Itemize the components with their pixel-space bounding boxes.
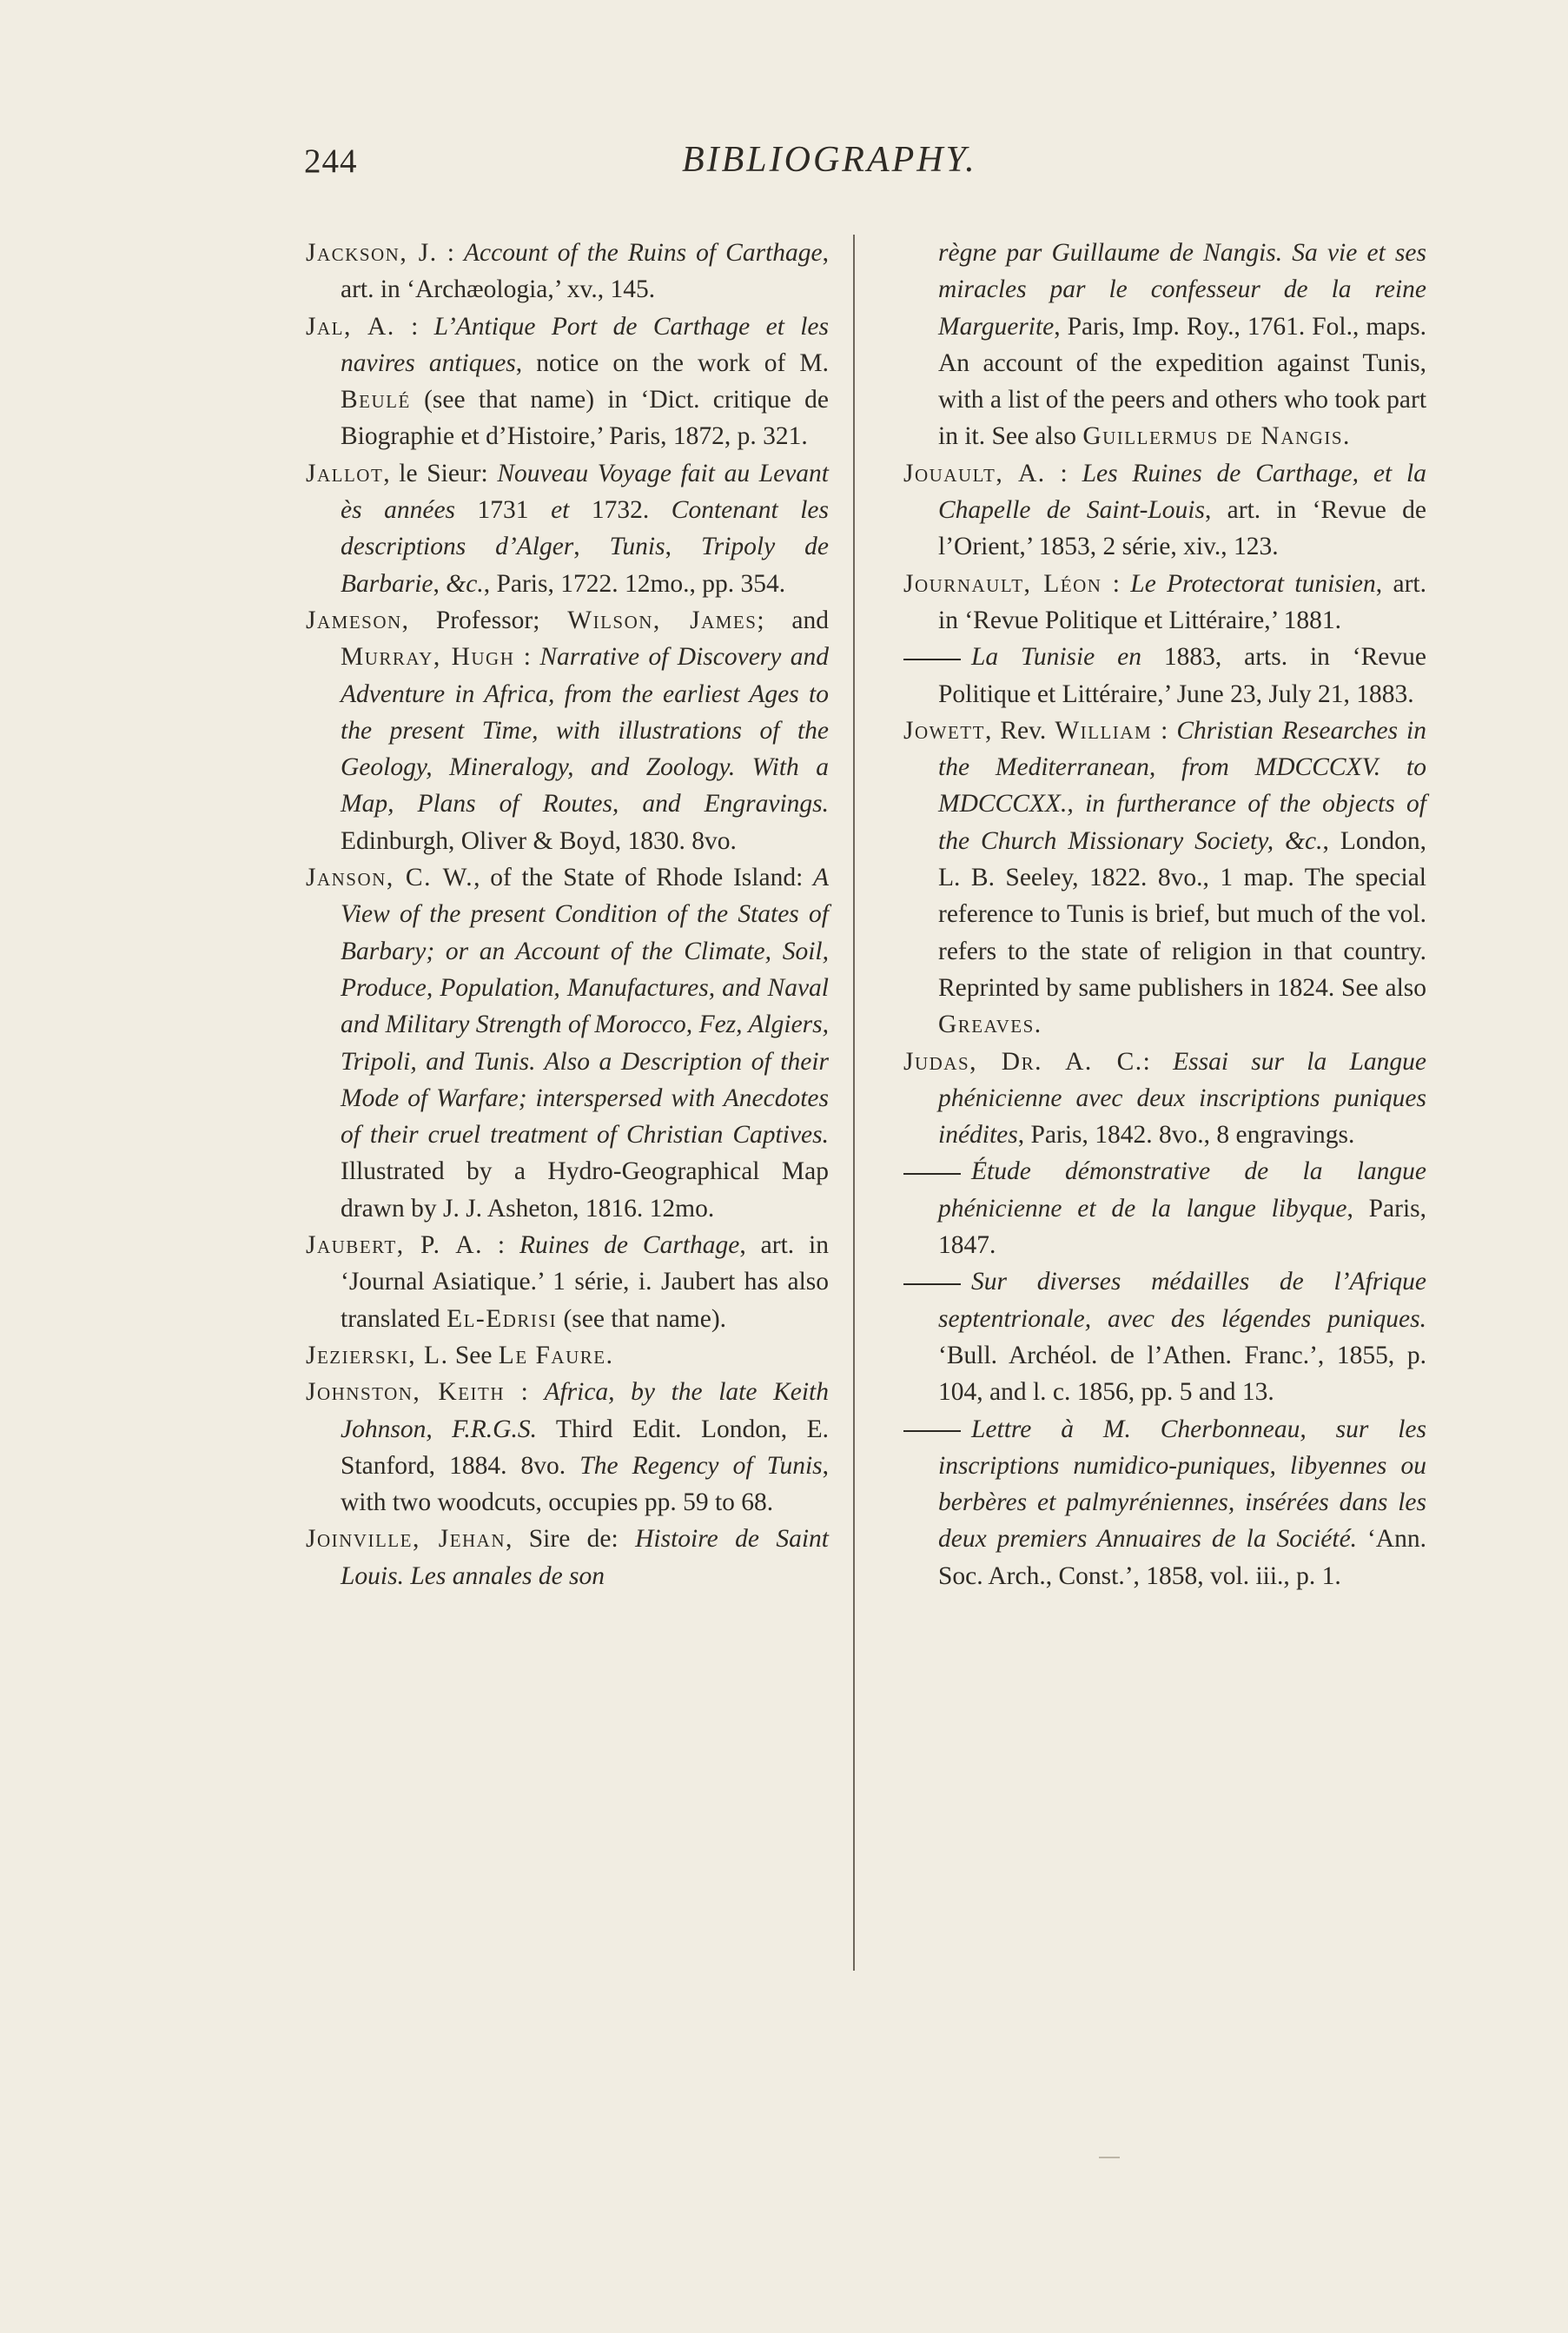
entry-text: . (1343, 422, 1350, 451)
work-title: The Regency of Tunis (579, 1451, 823, 1480)
entry-text: , Paris, 1847. (938, 1194, 1427, 1260)
entry-text: (see that name). (557, 1304, 727, 1333)
work-title: Sur diverses médailles de l’Afrique septentrionale, avec des légendes puniques. (938, 1268, 1426, 1333)
entry-text: 1732. (569, 496, 672, 525)
author-name: Le Faure (498, 1341, 606, 1369)
work-title: L’Antique Port de Carthage et les navires antiques (341, 312, 830, 377)
bibliography-entry (903, 1263, 1426, 1410)
author-name: El-Edrisi (447, 1304, 558, 1333)
entry-text: , London, L. B. Seeley, 1822. 8vo., 1 map. The special reference to Tunis is brief, but much of the vol. refers to the state of religion in that country. Reprinted by same publishers in 1824. See also (938, 826, 1426, 1002)
bibliography-entry (903, 566, 1426, 640)
work-title: Étude démonstrative de la langue phénicienne et de la langue libyque (938, 1157, 1426, 1223)
entry-text: , Paris, Imp. Roy., 1761. Fol., maps. An account of the expedition against Tunis, with a list of the peers and others who took part in it. See also (938, 312, 1427, 451)
author-name: Journault, Léon (903, 569, 1102, 598)
author-name: Jal, A. (306, 312, 395, 341)
author-name: Jouault, A. (903, 459, 1046, 487)
ditto-dash (903, 1283, 961, 1285)
entry-text: , art. in ‘Revue de l’Orient,’ 1853, 2 série, xiv., 123. (938, 496, 1426, 561)
entry-text: , art. in ‘Revue Politique et Littéraire,’ 1881. (938, 569, 1426, 634)
bibliography-entry (903, 639, 1426, 712)
author-name: Janson, C. W. (306, 864, 474, 892)
entry-text: Edinburgh, Oliver & Boyd, 1830. 8vo. (341, 826, 737, 855)
work-title: Les Ruines de Carthage, et la Chapelle de Saint-Louis (938, 459, 1426, 525)
bibliography-entry (306, 308, 829, 455)
entry-text: ; and (757, 606, 830, 634)
work-title: Christian Researches in the Mediterranean, from MDCCCXV. to MDCCCXX., in furtherance of the objects of the Church Missionary Society, &c. (938, 716, 1426, 855)
work-title: &c. (446, 569, 484, 598)
bibliography-entry (306, 235, 829, 308)
author-name: Joinville, Jehan (306, 1525, 506, 1554)
work-title: Account of the Ruins of Carthage (464, 239, 823, 267)
bibliography-entry (903, 1411, 1426, 1594)
work-title: Nouveau Voyage fait au Levant ès années (341, 459, 829, 525)
bibliography-entry (306, 859, 829, 1227)
entry-text: : (437, 239, 464, 267)
column-divider (853, 235, 855, 1971)
entry-text: (see that name) in ‘Dict. critique de Biographie et d’Histoire,’ Paris, 1872, p. 321. (341, 386, 829, 451)
author-name: Jallot (306, 459, 384, 487)
author-name: Greaves (938, 1011, 1035, 1039)
entry-text: : (514, 643, 540, 672)
entry-text: , Paris, 1842. 8vo., 8 engravings. (1017, 1121, 1355, 1150)
author-name: Jameson (306, 606, 402, 634)
author-name: Jowett (903, 716, 985, 745)
bibliography-entry (306, 1227, 829, 1337)
entry-text: . (605, 1341, 612, 1369)
entry-text: ‘Bull. Archéol. de l’Athen. Franc.’, 1855, p. 104, and l. c. 1856, pp. 5 and 13. (938, 1341, 1426, 1407)
entry-text: : (1152, 716, 1177, 745)
author-name: Beulé (341, 386, 411, 414)
ditto-dash (903, 1430, 961, 1432)
work-title: Tunis (609, 533, 665, 561)
author-name: Wilson, James (567, 606, 758, 634)
bibliography-entry (306, 1521, 829, 1594)
ditto-dash (903, 1173, 961, 1175)
entry-text: , Paris, 1722. 12mo., pp. 354. (483, 569, 786, 598)
left-column (306, 235, 829, 1594)
entry-text: ‘Ann. Soc. Arch., Const.’, 1858, vol. iii., p. 1. (938, 1525, 1426, 1590)
entry-text: : (505, 1378, 545, 1407)
author-name: Guillermus de Nangis (1082, 422, 1344, 451)
work-title: Contenant les descriptions d’Alger (341, 496, 829, 561)
entry-text: . (1034, 1011, 1042, 1039)
bibliography-entry (306, 1374, 829, 1521)
entry-text: : (394, 312, 434, 341)
author-name: Jaubert, P. A. (306, 1231, 483, 1260)
entry-text: , Sire de: (506, 1525, 636, 1554)
bibliography-entry (903, 455, 1426, 566)
page-number: 244 (304, 142, 358, 180)
author-name: Jackson, J. (306, 239, 438, 267)
work-title: La Tunisie en (971, 643, 1141, 672)
ditto-dash (903, 659, 961, 660)
entry-text: 1883, arts. in ‘Revue Politique et Littéraire,’ June 23, July 21, 1883. (938, 643, 1426, 708)
entry-text: , (573, 533, 610, 561)
work-title: Narrative of Discovery and Adventure in Africa, from the earliest Ages to the present Time, with illustrations of the Geology, Mineralogy, and Zoology. With a Map, Plans of Routes, and Engravings. (341, 643, 829, 819)
entry-text: : (1045, 459, 1082, 487)
entry-text: See (448, 1341, 499, 1369)
bibliography-entry (903, 1044, 1426, 1154)
entry-text: : (1102, 569, 1131, 598)
entry-text: , of the State of Rhode Island: (473, 864, 813, 892)
entry-text: , le Sieur: (383, 459, 498, 487)
work-title: A View of the present Condition of the States of Barbary; or an Account of the Climate, Soil, Produce, Population, Manufactures, and Naval and Military Strength of Morocco, Fez, Algiers, Tripoli, and Tunis. Also a Description of their Mode of Warfare; interspersed with Anecdotes of their cruel treatment of Christian Captives. (341, 864, 830, 1150)
entry-text: , Rev. (984, 716, 1055, 745)
entry-text: , (433, 569, 447, 598)
work-title: Tripoly de Barbarie (341, 533, 830, 598)
bibliography-entry (903, 1153, 1426, 1263)
work-title: Essai sur la Langue phénicienne avec deux inscriptions puniques inédites (938, 1047, 1426, 1150)
author-name: Johnston, Keith (306, 1378, 506, 1407)
entry-text: : (1142, 1047, 1174, 1076)
entry-text: , art. in ‘Archæologia,’ xv., 145. (341, 239, 829, 304)
bottom-mark (1099, 2157, 1120, 2158)
author-name: Murray, Hugh (341, 643, 515, 672)
entry-text: , notice on the work of M. (515, 348, 829, 377)
author-name: William (1055, 716, 1153, 745)
work-title: et (551, 496, 570, 525)
running-head: BIBLIOGRAPHY. (682, 140, 977, 180)
entry-text: Illustrated by a Hydro-Geographical Map drawn by J. J. Asheton, 1816. 12mo. (341, 1157, 829, 1223)
entry-text: Third Edit. London, E. Stanford, 1884. 8vo. (341, 1415, 829, 1480)
work-title: Le Protectorat tunisien (1130, 569, 1376, 598)
entry-text: : (482, 1231, 519, 1260)
bibliography-entry (306, 1337, 829, 1374)
author-name: Judas, Dr. A. C. (903, 1047, 1143, 1076)
work-title: Lettre à M. Cherbonneau, sur les inscriptions numidico-puniques, libyennes ou berbères et palmyréniennes, insérées dans les deux premiers Annuaires de la Société. (938, 1415, 1426, 1554)
work-title: Africa, by the late Keith Johnson, F.R.G.S. (341, 1378, 829, 1443)
bibliography-entry (306, 602, 829, 859)
right-column (903, 235, 1426, 1594)
entry-text: 1731 (455, 496, 552, 525)
entry-text: , art. in ‘Journal Asiatique.’ 1 série, i. Jaubert has also translated (341, 1231, 829, 1333)
work-title: Ruines de Carthage (519, 1231, 740, 1260)
bibliography-entry (903, 712, 1426, 1044)
entry-text: , Professor; (401, 606, 568, 634)
bibliography-entry (306, 455, 829, 602)
work-title: règne par Guillaume de Nangis. Sa vie et ses miracles par le confesseur de la reine Marguerite (938, 239, 1426, 341)
author-name: Jezierski, L. (306, 1341, 449, 1369)
bibliography-entry (903, 235, 1426, 455)
entry-text: , with two woodcuts, occupies pp. 59 to 68. (341, 1451, 830, 1517)
work-title: Histoire de Saint Louis. Les annales de son (341, 1525, 829, 1590)
entry-text: , (665, 533, 701, 561)
